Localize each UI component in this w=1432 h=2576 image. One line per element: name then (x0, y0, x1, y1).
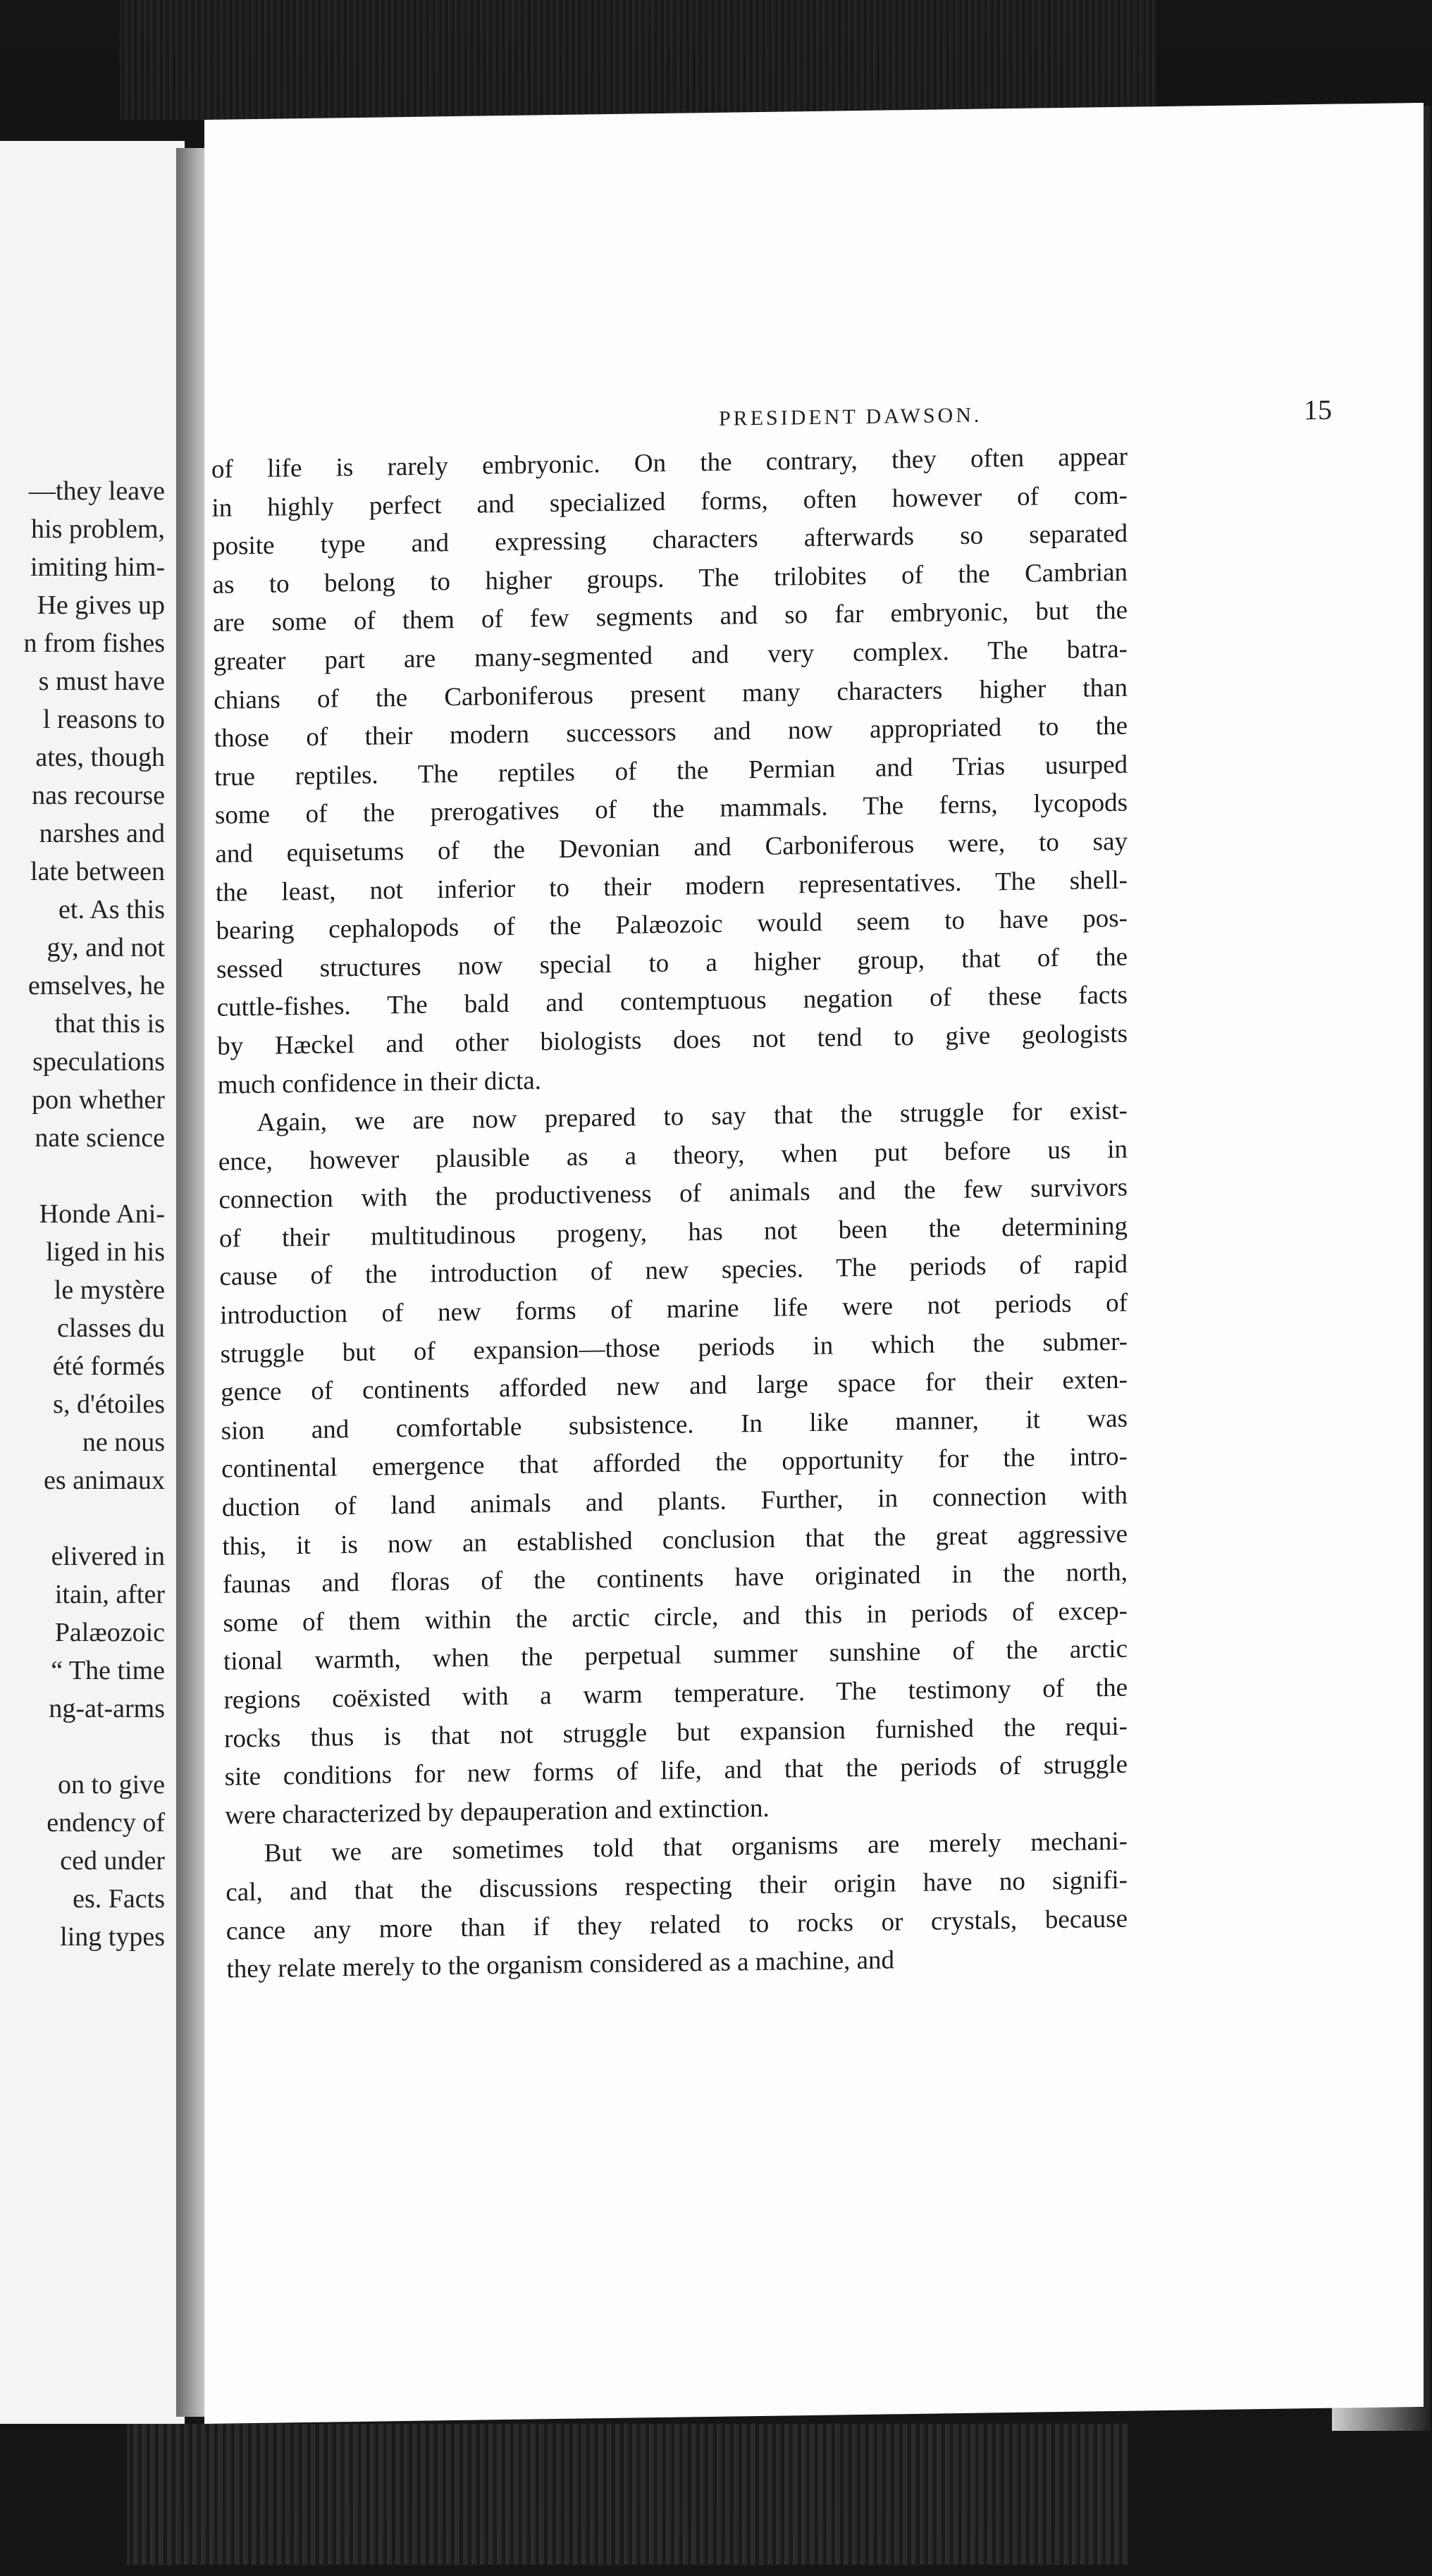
left-page-line: ne nous (82, 1428, 165, 1457)
text-line: faunas and floras of the continents have originated in the north, (222, 1557, 1128, 1599)
text-line: Again, we are now prepared to say that the struggle for exist- (257, 1096, 1128, 1138)
left-page-line: nas recourse (32, 781, 165, 810)
left-page-line: s must have (38, 667, 165, 696)
text-line: cal, and that the discussions respecting their origin have no signifi- (226, 1865, 1128, 1907)
text-line: of life is rarely embryonic. On the contrary, they often appear (211, 442, 1128, 484)
text-line: of their multitudinous progeny, has not been the determining (219, 1211, 1128, 1253)
scan-bottom-edge (127, 2424, 1128, 2565)
text-line: some of the prerogatives of the mammals. The ferns, lycopods (214, 788, 1128, 831)
right-page (204, 103, 1424, 2424)
text-line: ence, however plausible as a theory, when put before us in (218, 1134, 1128, 1177)
left-page-line: his problem, (31, 514, 165, 544)
text-line: the least, not inferior to their modern representatives. The shell- (216, 865, 1128, 908)
left-page-line (0, 1499, 165, 1537)
scan-top-edge (120, 0, 1156, 120)
text-line: posite type and expressing characters afterwards so separated (212, 519, 1128, 562)
text-line: much confidence in their dicta. (217, 1065, 542, 1100)
left-page-line: on to give (58, 1770, 165, 1800)
left-page-line: narshes and (39, 819, 165, 848)
left-page-line: itain, after (54, 1580, 165, 1609)
left-page-line: ng-at-arms (49, 1694, 165, 1723)
left-page-line: elivered in (51, 1542, 165, 1571)
text-line: bearing cephalopods of the Palæozoic would seem to have pos- (216, 903, 1128, 946)
text-line: some of them within the arctic circle, and this in periods of excep- (223, 1596, 1128, 1638)
text-line: cance any more than if they related to rocks or crystals, because (226, 1904, 1128, 1946)
text-line: in highly perfect and specialized forms, often however of com- (211, 481, 1128, 523)
left-page-line: endency of (47, 1808, 165, 1838)
left-page-text (0, 472, 165, 1956)
left-page-line: “ The time (51, 1656, 165, 1685)
left-page-line: ced under (60, 1846, 165, 1876)
text-line: tional warmth, when the perpetual summer sunshine of the arctic (223, 1635, 1128, 1677)
left-page-line: that this is (54, 1009, 165, 1039)
text-line: continental emergence that afforded the opportunity for the intro- (221, 1442, 1128, 1485)
text-line: cuttle-fishes. The bald and contemptuous negation of these facts (216, 981, 1128, 1023)
page-number: 15 (1304, 393, 1332, 426)
left-page-line: Palæozoic (54, 1618, 165, 1647)
text-line: struggle but of expansion—those periods in which the submer- (220, 1327, 1128, 1369)
text-line: true reptiles. The reptiles of the Permian and Trias usurped (214, 750, 1128, 792)
text-line: they relate merely to the organism considered as a machine, and (226, 1945, 895, 1984)
running-head: PRESIDENT DAWSON. (719, 403, 982, 431)
left-page-line: pon whether (32, 1085, 165, 1115)
text-line: greater part are many-segmented and very complex. The batra- (213, 634, 1128, 676)
left-page-line (0, 1157, 165, 1195)
left-page-line: speculations (32, 1047, 165, 1077)
left-page-line: es animaux (43, 1466, 165, 1495)
text-line: by Hæckel and other biologists does not tend to give geologists (217, 1019, 1128, 1061)
left-page-line: et. As this (58, 895, 165, 924)
body-text (211, 438, 1128, 1990)
text-line: were characterized by depauperation and extinction. (225, 1793, 770, 1831)
text-line: sessed structures now special to a higher group, that of the (216, 942, 1128, 984)
text-line: But we are sometimes told that organisms are merely mechani- (264, 1827, 1128, 1869)
text-line: cause of the introduction of new species. The periods of rapid (219, 1250, 1128, 1292)
left-page-line (0, 1728, 165, 1766)
left-page-line: n from fishes (23, 628, 165, 658)
text-line: sion and comfortable subsistence. In like manner, it was (221, 1404, 1128, 1446)
left-page-line: nate science (35, 1123, 165, 1153)
left-page-line: le mystère (54, 1275, 165, 1305)
left-page-line: l reasons to (42, 705, 165, 734)
text-line: rocks thus is that not struggle but expansion furnished the requi- (224, 1711, 1128, 1754)
text-line: this, it is now an established conclusion that the great aggressive (222, 1519, 1128, 1561)
left-page-line: liged in his (46, 1237, 165, 1267)
text-line: and equisetums of the Devonian and Carboniferous were, to say (215, 826, 1128, 869)
text-line: connection with the productiveness of animals and the few survivors (218, 1172, 1128, 1215)
text-line: site conditions for new forms of life, and that the periods of struggle (224, 1750, 1128, 1792)
left-page-line: emselves, he (27, 971, 165, 1001)
left-page-line: imiting him- (30, 552, 165, 582)
left-page-line: es. Facts (73, 1884, 165, 1914)
text-line: gence of continents afforded new and large space for their exten- (221, 1365, 1128, 1407)
text-line: introduction of new forms of marine life were not periods of (220, 1288, 1128, 1330)
text-line: chians of the Carboniferous present many characters higher than (214, 673, 1128, 715)
left-page-line: ling types (60, 1922, 165, 1952)
left-page-line: été formés (52, 1351, 165, 1381)
left-page-line: classes du (56, 1313, 165, 1343)
left-page-line: late between (30, 857, 165, 886)
left-page-line: s, d'étoiles (53, 1389, 165, 1419)
text-line: regions coëxisted with a warm temperature. The testimony of the (223, 1673, 1128, 1715)
text-line: duction of land animals and plants. Further, in connection with (221, 1480, 1128, 1523)
text-line: those of their modern successors and now appropriated to the (214, 711, 1128, 753)
left-page-line: He gives up (37, 590, 165, 620)
text-line: are some of them of few segments and so far embryonic, but the (213, 596, 1128, 638)
left-page-line: Honde Ani- (39, 1199, 165, 1229)
page-header (514, 393, 1332, 447)
text-line: as to belong to higher groups. The trilobites of the Cambrian (212, 557, 1128, 600)
left-page (0, 141, 185, 2424)
left-page-line: ates, though (35, 743, 165, 772)
left-page-line: —they leave (28, 476, 165, 506)
left-page-line: gy, and not (47, 933, 165, 962)
